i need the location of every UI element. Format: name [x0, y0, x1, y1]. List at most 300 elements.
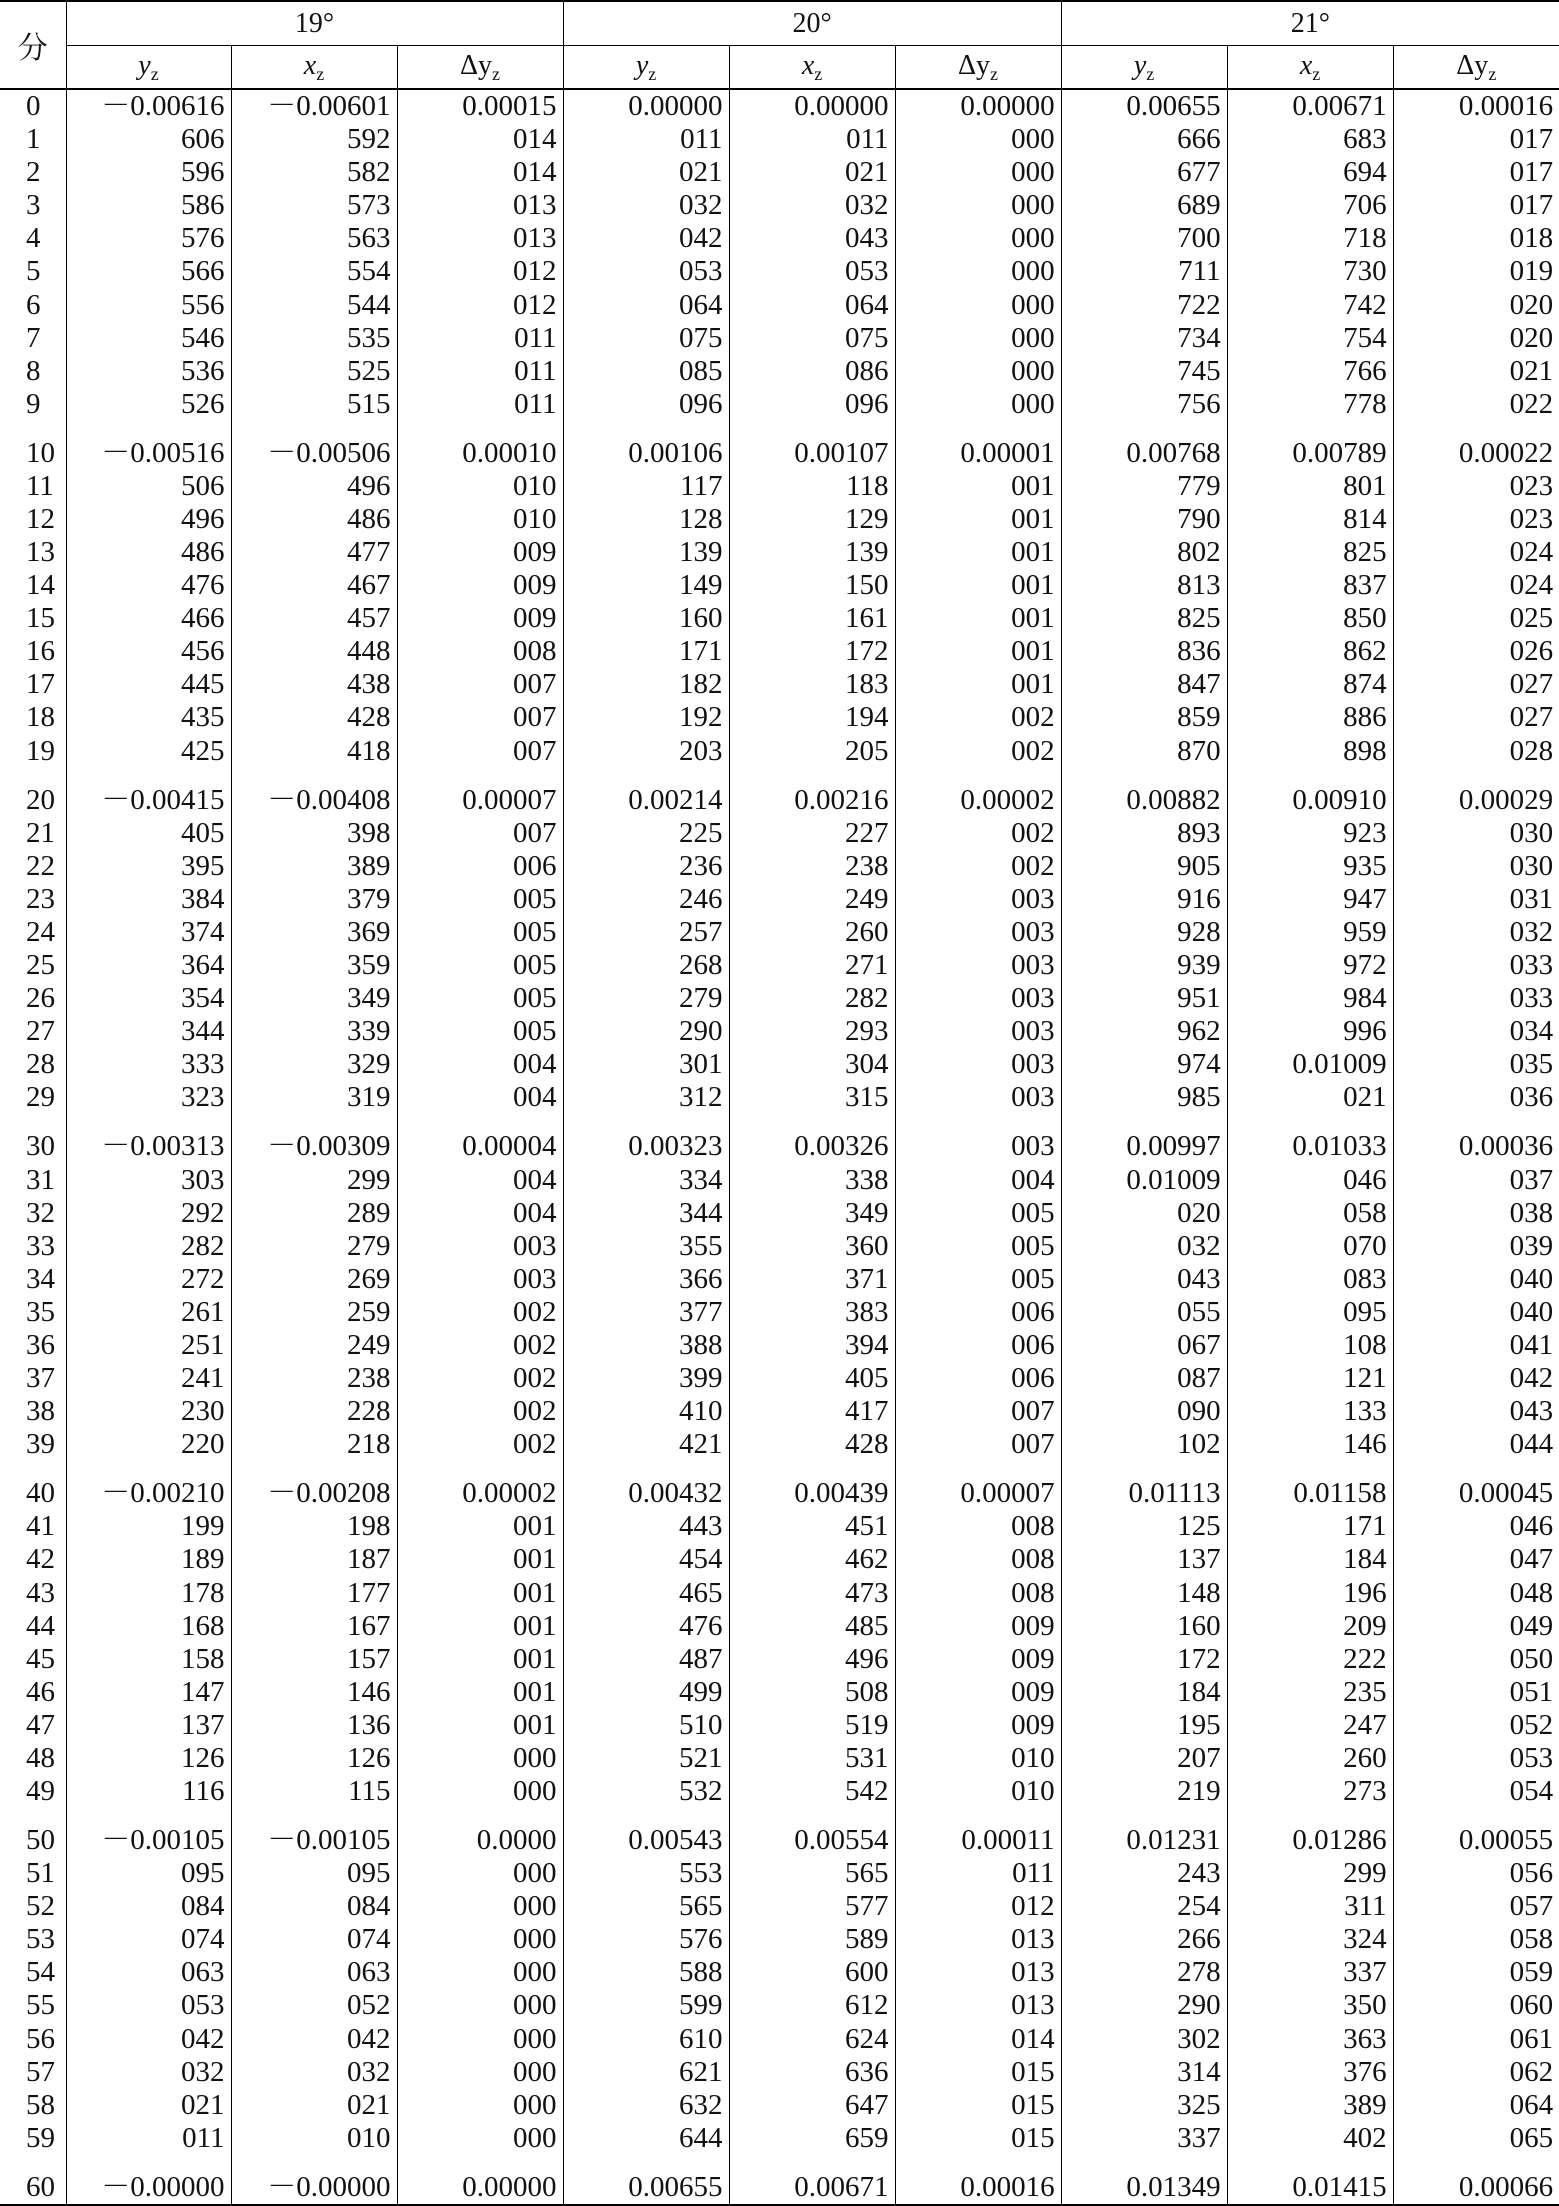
- value-cell: 476: [66, 569, 231, 602]
- value-cell: 002: [397, 1395, 563, 1428]
- value-cell: 010: [397, 503, 563, 536]
- value-cell: 000: [895, 189, 1061, 222]
- value-cell: 000: [895, 288, 1061, 321]
- value-cell: 344: [563, 1197, 729, 1230]
- value-cell: 053: [563, 255, 729, 288]
- column-header-xz-20: [729, 46, 895, 90]
- value-cell: 042: [231, 2023, 397, 2056]
- table-row: [0, 701, 1559, 734]
- value-cell: 289: [231, 1197, 397, 1230]
- minute-cell: 5: [0, 255, 66, 288]
- value-cell: 075: [729, 322, 895, 355]
- value-cell: 003: [895, 1081, 1061, 1114]
- value-cell: －0.00313: [66, 1130, 231, 1163]
- value-cell: 0.00655: [1061, 89, 1227, 123]
- value-cell: 228: [231, 1395, 397, 1428]
- value-cell: 003: [895, 982, 1061, 1015]
- value-cell: 0.01009: [1227, 1048, 1393, 1081]
- column-header-yz-19: [66, 46, 231, 90]
- value-cell: 003: [895, 949, 1061, 982]
- minute-cell: 12: [0, 503, 66, 536]
- value-cell: 000: [397, 2122, 563, 2155]
- value-cell: 0.00543: [563, 1824, 729, 1857]
- value-cell: 962: [1061, 1015, 1227, 1048]
- minute-cell: 31: [0, 1164, 66, 1197]
- value-cell: 189: [66, 1543, 231, 1576]
- value-cell: 0.00326: [729, 1130, 895, 1163]
- column-symbol: y: [635, 49, 649, 81]
- value-cell: 021: [563, 156, 729, 189]
- value-cell: 004: [397, 1081, 563, 1114]
- value-cell: 000: [397, 1857, 563, 1890]
- value-cell: 187: [231, 1543, 397, 1576]
- value-cell: 0.00007: [397, 784, 563, 817]
- minute-cell: 57: [0, 2056, 66, 2089]
- value-cell: 023: [1509, 469, 1554, 502]
- value-cell: 349: [729, 1197, 895, 1230]
- value-cell: 017: [1509, 189, 1554, 222]
- value-cell: 027: [1509, 668, 1554, 701]
- value-cell: 388: [563, 1329, 729, 1362]
- column-header-yz-20: [563, 46, 729, 90]
- value-cell: 031: [1509, 882, 1554, 915]
- value-cell: 043: [1509, 1395, 1554, 1428]
- minute-cell: 46: [0, 1676, 66, 1709]
- value-cell: 000: [895, 322, 1061, 355]
- group-spacer: [0, 1808, 1559, 1824]
- value-cell: 916: [1061, 883, 1227, 916]
- value-cell: 108: [1227, 1329, 1393, 1362]
- value-cell: 196: [1227, 1576, 1393, 1609]
- table-row: [0, 1296, 1559, 1329]
- column-symbol: Δy: [958, 49, 991, 81]
- group-spacer: [0, 1461, 1559, 1477]
- table-row: [0, 1428, 1559, 1461]
- value-cell: 496: [66, 503, 231, 536]
- value-cell: 333: [66, 1048, 231, 1081]
- value-cell: 064: [729, 288, 895, 321]
- value-cell: 014: [397, 156, 563, 189]
- column-subscript: z: [1312, 63, 1321, 84]
- value-cell: 002: [895, 817, 1061, 850]
- value-cell: 354: [66, 982, 231, 1015]
- value-cell: 011: [397, 355, 563, 388]
- value-cell: 544: [231, 288, 397, 321]
- value-cell: 0.00439: [729, 1477, 895, 1510]
- value-cell: 546: [66, 322, 231, 355]
- table-row: [0, 1923, 1559, 1956]
- value-cell: 125: [1061, 1510, 1227, 1543]
- table-row: [0, 1197, 1559, 1230]
- value-cell: 600: [729, 1956, 895, 1989]
- table-row: [0, 1824, 1559, 1857]
- value-cell: 745: [1061, 355, 1227, 388]
- value-cell: 037: [1509, 1163, 1554, 1196]
- value-cell: 536: [66, 355, 231, 388]
- value-cell: 021: [231, 2089, 397, 2122]
- value-cell: 039: [1509, 1229, 1554, 1262]
- minute-cell: 59: [0, 2122, 66, 2155]
- value-cell: 051: [1509, 1675, 1554, 1708]
- table-row: [0, 569, 1559, 602]
- value-cell: 001: [397, 1643, 563, 1676]
- value-cell: 000: [397, 1890, 563, 1923]
- column-header-dyz-20: [895, 46, 1061, 90]
- value-cell: 384: [66, 883, 231, 916]
- value-cell: 456: [66, 635, 231, 668]
- value-cell: 121: [1227, 1362, 1393, 1395]
- value-cell: 510: [563, 1709, 729, 1742]
- value-cell: 137: [1061, 1543, 1227, 1576]
- value-cell: 304: [729, 1048, 895, 1081]
- table-row: [0, 1510, 1559, 1543]
- value-cell: 756: [1061, 388, 1227, 421]
- table-row: [0, 255, 1559, 288]
- value-cell: 329: [231, 1048, 397, 1081]
- value-cell: 499: [563, 1676, 729, 1709]
- value-cell: 689: [1061, 189, 1227, 222]
- minute-cell: 21: [0, 817, 66, 850]
- value-cell: 102: [1061, 1428, 1227, 1461]
- value-cell: －0.00309: [231, 1130, 397, 1163]
- value-cell: 009: [895, 1709, 1061, 1742]
- value-cell: 040: [1509, 1295, 1554, 1328]
- value-cell: 801: [1227, 470, 1393, 503]
- value-cell: 0.00015: [397, 89, 563, 123]
- table-row: [0, 1048, 1559, 1081]
- value-cell: 009: [397, 536, 563, 569]
- value-cell: 465: [563, 1576, 729, 1609]
- value-cell: 025: [1509, 602, 1554, 635]
- value-cell: 259: [231, 1296, 397, 1329]
- value-cell: 405: [729, 1362, 895, 1395]
- table-row: [0, 388, 1559, 421]
- value-cell: 183: [729, 668, 895, 701]
- column-symbol: x: [1299, 49, 1313, 81]
- value-cell: 683: [1227, 123, 1393, 156]
- value-cell: －0.00601: [231, 89, 397, 123]
- value-cell: 207: [1061, 1742, 1227, 1775]
- value-cell: 959: [1227, 916, 1393, 949]
- value-cell: 001: [895, 503, 1061, 536]
- value-cell: 168: [66, 1610, 231, 1643]
- value-cell: 001: [895, 602, 1061, 635]
- value-cell: 018: [1509, 222, 1554, 255]
- value-cell: 0.00045: [1458, 1477, 1554, 1510]
- minute-cell: 15: [0, 602, 66, 635]
- table-row: [0, 1890, 1559, 1923]
- value-cell: 825: [1061, 602, 1227, 635]
- table-row: [0, 735, 1559, 768]
- value-cell: 282: [729, 982, 895, 1015]
- value-cell: 766: [1227, 355, 1393, 388]
- value-cell: 057: [1509, 1890, 1554, 1923]
- value-cell: 010: [895, 1775, 1061, 1808]
- table-row: [0, 1081, 1559, 1114]
- value-cell: 923: [1227, 817, 1393, 850]
- value-cell: 010: [231, 2122, 397, 2155]
- value-cell: 486: [231, 503, 397, 536]
- value-cell: 011: [563, 123, 729, 156]
- value-cell: 435: [66, 701, 231, 734]
- value-cell: 006: [895, 1329, 1061, 1362]
- minute-cell: 3: [0, 189, 66, 222]
- value-cell: 030: [1509, 816, 1554, 849]
- minute-cell: 50: [0, 1824, 66, 1857]
- value-cell: 519: [729, 1709, 895, 1742]
- value-cell: 161: [729, 602, 895, 635]
- minute-cell: 7: [0, 322, 66, 355]
- value-cell: 0.01349: [1061, 2171, 1227, 2205]
- value-cell: 389: [231, 850, 397, 883]
- value-cell: 850: [1227, 602, 1393, 635]
- value-cell: 012: [895, 1890, 1061, 1923]
- value-cell: 377: [563, 1296, 729, 1329]
- value-cell: 003: [895, 1015, 1061, 1048]
- minute-cell: 41: [0, 1510, 66, 1543]
- value-cell: 046: [1227, 1164, 1393, 1197]
- column-subscript: z: [316, 63, 325, 84]
- value-cell: 566: [66, 255, 231, 288]
- value-cell: 117: [563, 470, 729, 503]
- value-cell: 021: [66, 2089, 231, 2122]
- value-cell: 0.00882: [1061, 784, 1227, 817]
- minute-cell: 32: [0, 1197, 66, 1230]
- value-cell: 005: [895, 1197, 1061, 1230]
- value-cell: 302: [1061, 2023, 1227, 2056]
- value-cell: 624: [729, 2023, 895, 2056]
- value-cell: －0.00208: [231, 1477, 397, 1510]
- value-cell: 000: [895, 355, 1061, 388]
- table-row: [0, 189, 1559, 222]
- value-cell: 238: [231, 1362, 397, 1395]
- degree-header-21: 21°: [1061, 1, 1559, 46]
- minute-cell: 48: [0, 1742, 66, 1775]
- value-cell: 038: [1509, 1196, 1554, 1229]
- value-cell: 002: [895, 850, 1061, 883]
- table-row: [0, 222, 1559, 255]
- value-cell: 0.00001: [895, 437, 1061, 470]
- table-row: [0, 1395, 1559, 1428]
- value-cell: 350: [1227, 1989, 1393, 2022]
- value-cell: 279: [231, 1230, 397, 1263]
- column-header-row: [0, 46, 1559, 90]
- value-cell: 338: [729, 1164, 895, 1197]
- value-cell: 379: [231, 883, 397, 916]
- value-cell: 053: [66, 1989, 231, 2022]
- value-cell: 355: [563, 1230, 729, 1263]
- value-cell: 010: [397, 470, 563, 503]
- value-cell: 272: [66, 1263, 231, 1296]
- value-cell: 521: [563, 1742, 729, 1775]
- value-cell: 0.00671: [1227, 89, 1393, 123]
- value-cell: 000: [397, 2089, 563, 2122]
- value-cell: 011: [397, 322, 563, 355]
- value-cell: 043: [1061, 1263, 1227, 1296]
- value-cell: 0.00789: [1227, 437, 1393, 470]
- value-cell: 0.00036: [1458, 1130, 1554, 1163]
- value-cell: 374: [66, 916, 231, 949]
- value-cell: 947: [1227, 883, 1393, 916]
- value-cell: －0.00105: [231, 1824, 397, 1857]
- value-cell: 814: [1227, 503, 1393, 536]
- minute-cell: 54: [0, 1956, 66, 1989]
- value-cell: 086: [729, 355, 895, 388]
- value-cell: 260: [729, 916, 895, 949]
- value-cell: 293: [729, 1015, 895, 1048]
- value-cell: 095: [231, 1857, 397, 1890]
- value-cell: 0.00002: [895, 784, 1061, 817]
- value-cell: 001: [397, 1510, 563, 1543]
- value-cell: 012: [397, 255, 563, 288]
- value-cell: 398: [231, 817, 397, 850]
- value-cell: 007: [397, 668, 563, 701]
- value-cell: 007: [397, 735, 563, 768]
- value-cell: 065: [1509, 2121, 1554, 2154]
- value-cell: 589: [729, 1923, 895, 1956]
- value-cell: 596: [66, 156, 231, 189]
- value-cell: 005: [397, 1015, 563, 1048]
- value-cell: －0.00415: [66, 784, 231, 817]
- table-row: [0, 437, 1559, 470]
- value-cell: 706: [1227, 189, 1393, 222]
- value-cell: 417: [729, 1395, 895, 1428]
- value-cell: 556: [66, 288, 231, 321]
- value-cell: 290: [1061, 1989, 1227, 2022]
- table-row: [0, 1775, 1559, 1808]
- value-cell: 339: [231, 1015, 397, 1048]
- value-cell: 192: [563, 701, 729, 734]
- value-cell: 133: [1227, 1395, 1393, 1428]
- value-cell: 565: [563, 1890, 729, 1923]
- value-cell: 0.01113: [1061, 1477, 1227, 1510]
- minute-cell: 58: [0, 2089, 66, 2122]
- value-cell: 219: [1061, 1775, 1227, 1808]
- value-cell: 008: [895, 1510, 1061, 1543]
- value-cell: 172: [729, 635, 895, 668]
- value-cell: 592: [231, 123, 397, 156]
- value-cell: 053: [729, 255, 895, 288]
- value-cell: 017: [1509, 156, 1554, 189]
- column-subscript: z: [990, 63, 999, 84]
- value-cell: 586: [66, 189, 231, 222]
- table-row: [0, 817, 1559, 850]
- value-cell: 129: [729, 503, 895, 536]
- value-cell: 344: [66, 1015, 231, 1048]
- minute-cell: 30: [0, 1130, 66, 1163]
- value-cell: 126: [231, 1742, 397, 1775]
- value-cell: 007: [397, 817, 563, 850]
- value-cell: 139: [563, 536, 729, 569]
- value-cell: 314: [1061, 2056, 1227, 2089]
- value-cell: 360: [729, 1230, 895, 1263]
- value-cell: 0.00010: [397, 437, 563, 470]
- minute-cell: 4: [0, 222, 66, 255]
- value-cell: 014: [895, 2023, 1061, 2056]
- group-spacer: [0, 1114, 1559, 1130]
- value-cell: －0.00516: [66, 437, 231, 470]
- value-cell: 0.00011: [895, 1824, 1061, 1857]
- value-cell: 515: [231, 388, 397, 421]
- value-cell: 466: [66, 602, 231, 635]
- value-cell: 060: [1509, 1989, 1554, 2022]
- degree-header-row: [0, 1, 1559, 46]
- column-header-yz-21: [1061, 46, 1227, 90]
- value-cell: 177: [231, 1576, 397, 1609]
- minute-cell: 28: [0, 1048, 66, 1081]
- value-cell: 395: [66, 850, 231, 883]
- value-cell: 002: [895, 735, 1061, 768]
- value-cell: 004: [397, 1048, 563, 1081]
- value-cell: 418: [231, 735, 397, 768]
- table-row: [0, 1709, 1559, 1742]
- value-cell: 319: [231, 1081, 397, 1114]
- value-cell: 260: [1227, 1742, 1393, 1775]
- value-cell: 000: [397, 1956, 563, 1989]
- value-cell: 003: [397, 1230, 563, 1263]
- value-cell: 017: [1509, 123, 1554, 156]
- value-cell: 279: [563, 982, 729, 1015]
- value-cell: 935: [1227, 850, 1393, 883]
- minute-cell: 43: [0, 1576, 66, 1609]
- value-cell: 020: [1509, 288, 1554, 321]
- column-symbol: Δy: [460, 49, 493, 81]
- value-cell: 349: [231, 982, 397, 1015]
- value-cell: 172: [1061, 1643, 1227, 1676]
- value-cell: 722: [1061, 288, 1227, 321]
- value-cell: 477: [231, 536, 397, 569]
- value-cell: －0.00210: [66, 1477, 231, 1510]
- value-cell: 095: [66, 1857, 231, 1890]
- value-cell: 118: [729, 470, 895, 503]
- value-cell: 246: [563, 883, 729, 916]
- value-cell: 837: [1227, 569, 1393, 602]
- table-row: [0, 850, 1559, 883]
- value-cell: 034: [1509, 1015, 1554, 1048]
- value-cell: 405: [66, 817, 231, 850]
- value-cell: 257: [563, 916, 729, 949]
- value-cell: 577: [729, 1890, 895, 1923]
- value-cell: 001: [397, 1709, 563, 1742]
- value-cell: 032: [563, 189, 729, 222]
- value-cell: 063: [231, 1956, 397, 1989]
- table-row: [0, 2122, 1559, 2155]
- value-cell: 205: [729, 735, 895, 768]
- value-cell: 020: [1061, 1197, 1227, 1230]
- table-row: [0, 89, 1559, 123]
- value-cell: 666: [1061, 123, 1227, 156]
- value-cell: 042: [563, 222, 729, 255]
- value-cell: 535: [231, 322, 397, 355]
- value-cell: －0.00616: [66, 89, 231, 123]
- value-cell: 146: [1227, 1428, 1393, 1461]
- value-cell: 576: [563, 1923, 729, 1956]
- minute-cell: 35: [0, 1296, 66, 1329]
- value-cell: 236: [563, 850, 729, 883]
- value-cell: 273: [1227, 1775, 1393, 1808]
- table-row: [0, 2056, 1559, 2089]
- value-cell: 734: [1061, 322, 1227, 355]
- value-cell: 182: [563, 668, 729, 701]
- value-cell: 0.00007: [895, 1477, 1061, 1510]
- value-cell: 677: [1061, 156, 1227, 189]
- value-cell: 496: [231, 470, 397, 503]
- value-cell: 005: [397, 982, 563, 1015]
- table-row: [0, 288, 1559, 321]
- column-header-xz-19: [231, 46, 397, 90]
- value-cell: 149: [563, 569, 729, 602]
- value-cell: 0.00323: [563, 1130, 729, 1163]
